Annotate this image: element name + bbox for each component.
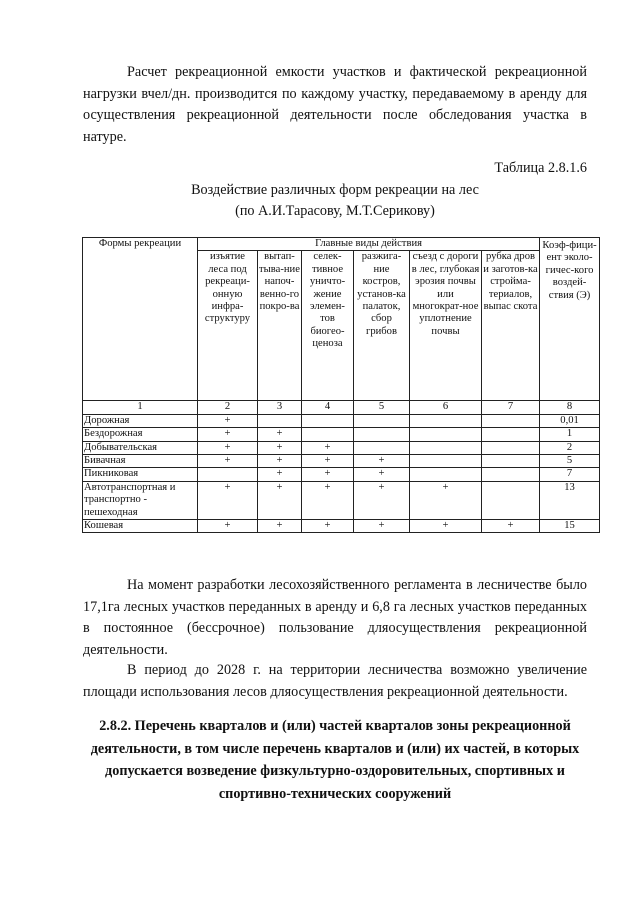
table-row <box>83 520 600 533</box>
row-action-mark: + <box>354 455 410 468</box>
header-main-actions: Главные виды действия <box>198 238 540 251</box>
table-title-line-2: (по А.И.Тарасову, М.Т.Серикову) <box>235 203 435 219</box>
row-form-name: Бездорожная <box>83 428 198 441</box>
recreation-impact-table <box>82 237 600 533</box>
table-row <box>83 428 600 441</box>
row-action-mark: + <box>258 455 302 468</box>
row-action-mark: + <box>302 441 354 454</box>
row-action-mark <box>410 468 482 481</box>
header-sub-col-2: изъятие леса под рекреаци-онную инфра-структуру <box>198 251 258 401</box>
paragraph-future-increase: В период до 2028 г. на территории лесничества возможно увеличение площади использования лесов дляосуществления рекреационной деятельности. <box>83 662 587 700</box>
row-form-name: Бивачная <box>83 455 198 468</box>
row-coefficient: 5 <box>540 455 600 468</box>
table-row <box>83 455 600 468</box>
col-number: 7 <box>482 401 540 414</box>
row-form-name: Автотранспортная и транспортно - пешеходная <box>83 481 198 519</box>
row-action-mark <box>354 428 410 441</box>
row-action-mark <box>410 441 482 454</box>
col-number: 4 <box>302 401 354 414</box>
row-coefficient: 2 <box>540 441 600 454</box>
col-number: 2 <box>198 401 258 414</box>
row-action-mark <box>410 414 482 427</box>
row-action-mark: + <box>198 481 258 519</box>
row-action-mark: + <box>302 455 354 468</box>
row-form-name: Добывательская <box>83 441 198 454</box>
row-action-mark <box>258 414 302 427</box>
header-sub-col-6: съезд с дороги в лес, глубокая эрозия почвы или многократ-ное уплотнение почвы <box>410 251 482 401</box>
row-action-mark <box>482 481 540 519</box>
row-action-mark: + <box>410 481 482 519</box>
row-action-mark <box>410 455 482 468</box>
row-action-mark <box>354 441 410 454</box>
header-row-1 <box>83 238 600 251</box>
row-coefficient: 1 <box>540 428 600 441</box>
row-action-mark: + <box>302 468 354 481</box>
row-coefficient: 7 <box>540 468 600 481</box>
row-action-mark <box>198 468 258 481</box>
col-number: 1 <box>83 401 198 414</box>
row-action-mark <box>482 441 540 454</box>
row-action-mark: + <box>258 441 302 454</box>
row-action-mark: + <box>482 520 540 533</box>
row-form-name: Пикниковая <box>83 468 198 481</box>
header-sub-col-5: разжига-ние костров, установ-ка палаток, сбор грибов <box>354 251 410 401</box>
row-action-mark <box>482 428 540 441</box>
row-action-mark: + <box>258 428 302 441</box>
row-coefficient: 13 <box>540 481 600 519</box>
col-number: 3 <box>258 401 302 414</box>
row-action-mark <box>354 414 410 427</box>
row-action-mark: + <box>198 441 258 454</box>
row-action-mark: + <box>258 481 302 519</box>
table-title <box>83 180 587 222</box>
row-action-mark: + <box>354 520 410 533</box>
row-coefficient: 0,01 <box>540 414 600 427</box>
row-action-mark: + <box>198 428 258 441</box>
table-row <box>83 468 600 481</box>
row-action-mark: + <box>258 468 302 481</box>
row-action-mark <box>410 428 482 441</box>
section-heading: 2.8.2. Перечень кварталов и (или) частей кварталов зоны рекреационной деятельности, в том числе перечень кварталов и (или) их частей, в которых допускается возведение физкультурно-оздоровительных, спортивных и спортивно-технических сооружений <box>90 718 580 802</box>
row-form-name: Дорожная <box>83 414 198 427</box>
row-action-mark <box>302 428 354 441</box>
table-body <box>83 414 600 533</box>
row-action-mark: + <box>258 520 302 533</box>
row-action-mark: + <box>302 520 354 533</box>
col-number: 5 <box>354 401 410 414</box>
header-sub-col-4: селек-тивное уничто-жение элемен-тов биогео-ценоза <box>302 251 354 401</box>
column-number-row <box>83 401 600 414</box>
intro-paragraph: Расчет рекреационной емкости участков и фактической рекреационной нагрузки вчел/дн. производится по каждому участку, передаваемому в аренду для осуществления рекреационной деятельности после обследования участка в натуре. <box>83 64 587 145</box>
row-form-name: Кошевая <box>83 520 198 533</box>
table-row <box>83 481 600 519</box>
table-row <box>83 414 600 427</box>
row-action-mark: + <box>198 414 258 427</box>
row-action-mark <box>302 414 354 427</box>
col-number: 8 <box>540 401 600 414</box>
header-coefficient: Коэф-фици-ент эколо-гичес-кого воздей-ствия (Э) <box>540 238 600 401</box>
row-action-mark <box>482 468 540 481</box>
row-action-mark: + <box>198 520 258 533</box>
row-action-mark: + <box>354 481 410 519</box>
header-sub-col-7: рубка дров и заготов-ка строймa-териалов, выпас скота <box>482 251 540 401</box>
row-action-mark: + <box>302 481 354 519</box>
row-action-mark: + <box>354 468 410 481</box>
header-forms: Формы рекреации <box>83 238 198 401</box>
row-coefficient: 15 <box>540 520 600 533</box>
row-action-mark: + <box>198 455 258 468</box>
table-title-line-1: Воздействие различных форм рекреации на лес <box>191 182 479 198</box>
row-action-mark: + <box>410 520 482 533</box>
header-sub-col-3: вытап-тыва-ние напоч-венно-го покро-ва <box>258 251 302 401</box>
row-action-mark <box>482 414 540 427</box>
table-row <box>83 441 600 454</box>
row-action-mark <box>482 455 540 468</box>
col-number: 6 <box>410 401 482 414</box>
table-label: Таблица 2.8.1.6 <box>494 160 587 176</box>
paragraph-lease-area: На момент разработки лесохозяйственного регламента в лесничестве было 17,1га лесных участков переданных в аренду и 6,8 га лесных участков переданных в постоянное (бессрочное) пользование дляосуществления рекреационной деятельности. <box>83 577 587 658</box>
